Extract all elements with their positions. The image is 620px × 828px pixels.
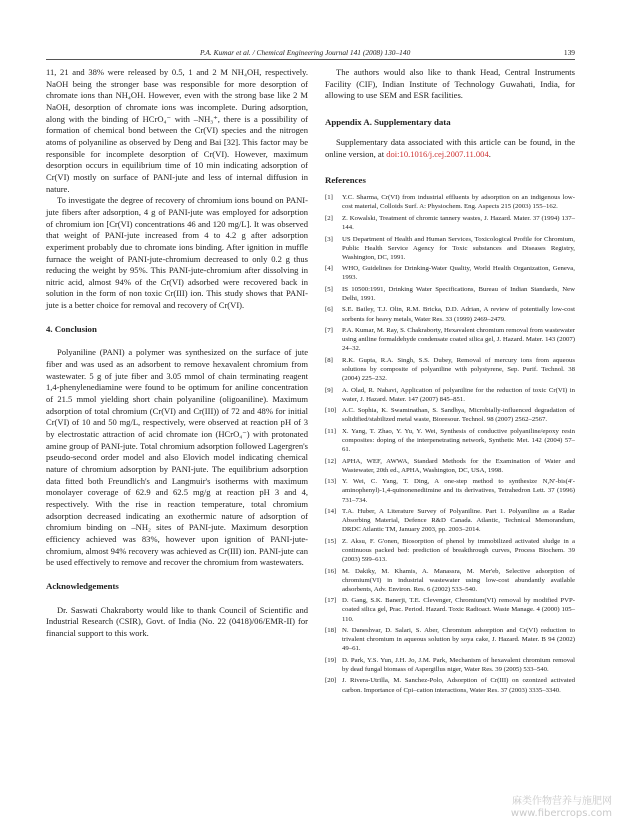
reference-item xyxy=(325,596,575,623)
reference-number: [18] xyxy=(325,627,337,635)
reference-item xyxy=(325,676,575,694)
running-header xyxy=(0,48,620,60)
header-rule xyxy=(46,59,575,60)
reference-number: [13] xyxy=(325,478,337,486)
reference-number: [19] xyxy=(325,656,337,664)
references-list xyxy=(325,193,575,694)
reference-text: Y. Wei, C. Yang, T. Ding, A one-step method to synthesize N,N′-bis(4′-aminophenyl)-1,4-quinonenediimine and its derivatives, Tetrahedron Lett. 37 (1996) 731–734. xyxy=(342,478,575,504)
page-number: 139 xyxy=(563,48,575,57)
reference-item xyxy=(325,386,575,404)
acknowledgements-continued: The authors would also like to thank Head, Central Instruments Facility (CIF), Indian Institute of Technology Guwahati, India, for allowing to use SEM and ESR facilities. xyxy=(325,67,575,101)
reference-text: D. Gang, S.K. Banerji, T.E. Clevenger, Chromium(VI) removal by modified PVP-coated silica gel, Prac. Period. Hazard. Toxic Radioact. Waste Manage. 4 (2000) 105–110. xyxy=(342,597,575,623)
conclusion-heading: 4. Conclusion xyxy=(46,323,97,334)
reference-item xyxy=(325,477,575,504)
running-title: P.A. Kumar et al. / Chemical Engineering Journal 141 (2008) 130–140 xyxy=(200,48,411,57)
reference-item xyxy=(325,305,575,323)
reference-text: R.K. Gupta, R.A. Singh, S.S. Dubey, Removal of mercury ions from aqueous solutions by composite of polyaniline with polystyrene, Sep. Purif. Technol. 38 (2004) 225–232. xyxy=(342,356,575,383)
reference-item xyxy=(325,457,575,475)
reference-item xyxy=(325,326,575,353)
reference-item xyxy=(325,626,575,653)
reference-number: [9] xyxy=(325,386,333,394)
reference-text: APHA, WEF, AWWA, Standard Methods for the Examination of Water and Wastewater, 20th ed., APHA, Washington, DC, USA, 1998. xyxy=(342,457,575,474)
reference-text: J. Rivera-Utrilla, M. Sanchez-Polo, Adsorption of Cr(III) on ozonized activated carbon. Importance of Cpi–cation interactions, Water Res. 37 (2003) 3335–3340. xyxy=(342,677,575,694)
reference-text: IS 10500:1991, Drinking Water Specifications, Bureau of Indian Standards, New Delhi, 1991. xyxy=(342,285,575,303)
reference-text: M. Dakiky, M. Khamis, A. Manassra, M. Mer'eb, Selective adsorption of chromium(VI) in industrial wastewater using low-cost abundantly available adsorbents, Adv. Environ. Res. 6 (2002) 533–540. xyxy=(342,567,575,593)
reference-text: S.E. Bailey, T.J. Olin, R.M. Bricka, D.D. Adrian, A review of potentially low-cost sorbents for heavy metals, Water Res. 33 (1999) 2469–2479. xyxy=(342,306,575,323)
reference-item xyxy=(325,656,575,674)
appendix-paragraph: Supplementary data associated with this article can be found, in the online version, at doi:10.1016/j.cej.2007.11.004. xyxy=(325,136,575,159)
acknowledgements-heading: Acknowledgements xyxy=(46,580,119,591)
doi-link[interactable]: doi:10.1016/j.cej.2007.11.004 xyxy=(386,148,489,159)
reference-number: [14] xyxy=(325,507,337,515)
reference-item xyxy=(325,285,575,303)
reference-text: Z. Kowalski, Treatment of chromic tannery wastes, J. Hazard. Mater. 37 (1994) 137–144. xyxy=(342,214,575,232)
reference-number: [20] xyxy=(325,677,337,685)
reference-item xyxy=(325,214,575,232)
conclusion-paragraph: Polyaniline (PANI) a polymer was synthesized on the surface of jute fiber and was used as an adsorbent to remove hexavalent chromium from wastewater. 5 g of jute fiber and 3.05 mmol of chain terminating reagent 1,4-phenylenediamine were found to be optimum for aniline concentration of 21.5 mmol yielding short chain polyaniline (oligoaniline). Maximum adsorption of total chromium (Cr(VI) and Cr(III)) of 72 and 48% for initial Cr(VI) of 10 and 50 mg/L, respectively, were observed at reaction pH of 3 by electrostatic attraction of acid chromate ion (HCrO₄⁻) with protonated amine group of PANI-jute. Total chromium adsorption followed Lagergren's pseudo-second order model and also Elovich model indicating chemical nature of chromium adsorption by PANI-jute. The equilibrium adsorption data fitted both Freundlich's and Langmuir's isotherms with maximum monolayer coverage of 62.9 and 62.5 mg/g at reaction pH 3 and 4, respectively. With the rise in reaction temperature, total chromium adsorption decreased indicating an exothermic nature of adsorption of chromium binding on –NH₂ sites of PANI-jute. Maximum desorption efficiency achieved was 83%, however upon ignition of PANI-jute-chromium, almost 94% recovery was achieved as Cr(III) ion. PANI-jute can be used effectively to remove and recover the chromium from wastewaters. xyxy=(46,347,308,568)
reference-item xyxy=(325,235,575,262)
reference-text: Z. Aksu, F. G'onen, Biosorption of phenol by immobilized activated sludge in a continuous packed bed: prediction of breakthrough curves, Process Biochem. 39 (2003) 599–613. xyxy=(342,537,575,564)
reference-text: D. Park, Y.S. Yun, J.H. Jo, J.M. Park, Mechanism of hexavalent chromium removal by dead fungal biomass of Aspergillus niger, Water Res. 39 (2005) 533–540. xyxy=(342,656,575,673)
references-heading: References xyxy=(325,175,366,186)
reference-text: US Department of Health and Human Services, Toxicological Profile for Chromium, Public Health Service Agency for Toxic substances and Diseases Registry, Washington, DC, 1991. xyxy=(342,235,575,261)
reference-number: [5] xyxy=(325,285,333,293)
appendix-text: Supplementary data associated with this article can be found, in the online version, at xyxy=(325,136,575,159)
recovery-paragraph: To investigate the degree of recovery of chromium ions bound on PANI-jute fibers after adsorption, 4 g of PANI-jute was employed for adsorption of chromium ion [Cr(VI) concentrations 46 and 120 mg/L]. It was observed that weight of PANI-jute increased from 4 to 4.2 g after adsorption experiment probably due to chromate ions binding. After ignition in muffle furnace the weight of PANI-jute-chromium decreased to only 0.2 g thus reducing the weight by 95%. This PANI-jute-chromium after dissolving in nitric acid, almost 94% of the Cr(VI) adsorbed were recovered back in solution in the form of non toxic Cr(III) ion. This study shows that PANI-jute is a better choice for removal and recovery of Cr(VI). xyxy=(46,195,308,311)
reference-item xyxy=(325,406,575,424)
desorption-paragraph: 11, 21 and 38% were released by 0.5, 1 and 2 M NH₄OH, respectively. NaOH being the stronger base was responsible for more desorption of chromate ions than NH₄OH. However, even with the strong base like 2 M NaOH, desorption of chromate ions was incomplete. During adsorption, along with the binding of HCrO₄⁻ with –NH₃⁺, there is a possibility of formation of chemical bond between the Cr(VI) species and the nitrogen atoms of polyaniline as observed by Deng and Bai [32]. This factor may be responsible for incomplete desorption of Cr(VI). However, maximum desorption occurs in equilibrium time of 10 min indicating adsorption of Cr(VI) mostly on surface of PANI-jute and less of internal diffusion in nature. xyxy=(46,67,308,194)
reference-number: [15] xyxy=(325,537,337,545)
left-column xyxy=(46,67,308,640)
reference-item xyxy=(325,264,575,282)
reference-text: T.A. Huber, A Literature Survey of Polyaniline. Part 1. Polyaniline as a Radar Absorbing Material, Defence R&D Canada. Atlantic, Technical Memorandum, DRDC Atlantic TM, January 2003, pp. 2003–2014. xyxy=(342,507,575,534)
reference-item xyxy=(325,537,575,564)
reference-number: [4] xyxy=(325,265,333,273)
reference-number: [11] xyxy=(325,427,336,435)
reference-number: [8] xyxy=(325,356,333,364)
appendix-heading: Appendix A. Supplementary data xyxy=(325,116,451,127)
reference-item xyxy=(325,427,575,454)
reference-text: P.A. Kumar, M. Ray, S. Chakraborty, Hexavalent chromium removal from wastewater using aniline formaldehyde condensate coated silica gel, J. Hazard. Mater. 143 (2007) 24–32. xyxy=(342,327,575,353)
reference-number: [12] xyxy=(325,457,337,465)
acknowledgements-paragraph: Dr. Saswati Chakraborty would like to thank Council of Scientific and Industrial Research (CSIR), Govt. of India (No. 22 (0418)/06/EMR-II) for financial support to this work. xyxy=(46,604,308,638)
reference-number: [16] xyxy=(325,567,337,575)
reference-item xyxy=(325,567,575,594)
reference-number: [6] xyxy=(325,306,333,314)
reference-number: [2] xyxy=(325,214,333,222)
right-column xyxy=(325,67,575,697)
watermark-site-name: 麻类作物营养与施肥网 xyxy=(512,796,612,807)
reference-item xyxy=(325,356,575,383)
reference-number: [17] xyxy=(325,597,337,605)
watermark xyxy=(511,796,612,820)
reference-text: A.C. Sophia, K. Swaminathan, S. Sandhya, Microbially-influenced degradation of solidified/stabilized metal waste, Bioresour. Technol. 98 (2007) 2562–2567. xyxy=(342,407,575,424)
reference-item xyxy=(325,193,575,211)
reference-text: X. Yang, T. Zhao, Y. Yu, Y. Wei, Synthesis of conductive polyaniline/epoxy resin composites: doping of the interpenetrating network, Synthetic Met. 142 (2004) 57–61. xyxy=(342,427,575,454)
reference-number: [3] xyxy=(325,235,333,243)
reference-text: Y.C. Sharma, Cr(VI) from industrial effluents by adsorption on an indigenous low-cost material, Colloids Surf. A: Physiochem. Eng. Aspects 215 (2003) 155–162. xyxy=(342,194,575,211)
reference-text: WHO, Guidelines for Drinking-Water Quality, World Health Organization, Geneva, 1993. xyxy=(342,265,575,282)
reference-text: A. Olad, R. Nabavi, Application of polyaniline for the reduction of toxic Cr(VI) in water, J. Hazard. Mater. 147 (2007) 845–851. xyxy=(342,386,575,403)
reference-number: [10] xyxy=(325,407,337,415)
reference-number: [1] xyxy=(325,194,333,202)
reference-number: [7] xyxy=(325,327,333,335)
reference-text: N. Daneshvar, D. Salari, S. Aber, Chromium adsorption and Cr(VI) reduction to trivalent chromium in aqueous solution by soya cake, J. Hazard. Mater. B 94 (2002) 49–61. xyxy=(342,627,575,653)
watermark-url: www.fibercrops.com xyxy=(510,808,612,819)
reference-item xyxy=(325,507,575,534)
